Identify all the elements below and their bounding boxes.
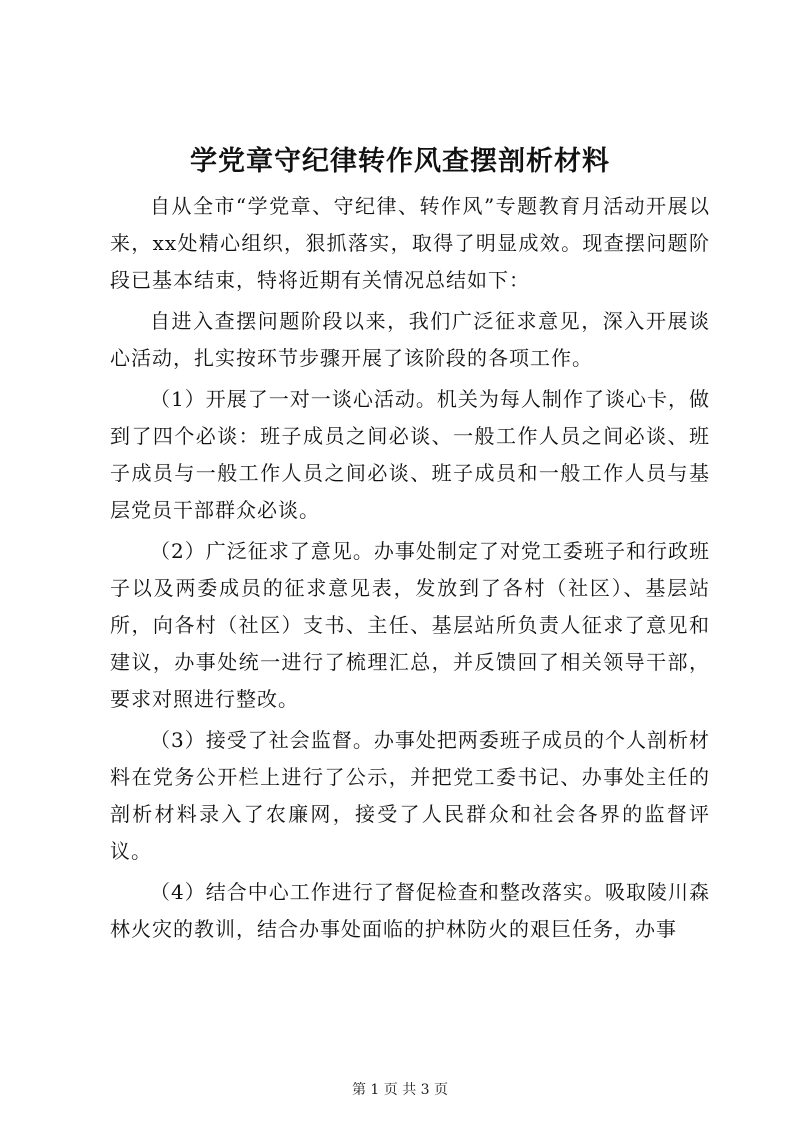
paragraph-overview: 自进入查摆问题阶段以来，我们广泛征求意见，深入开展谈心活动，扎实按环节步骤开展了该阶段的各项工作。 xyxy=(110,309,710,370)
paragraph-item-4: （4）结合中心工作进行了督促检查和整改落实。吸取陵川森林火灾的教训，结合办事处面临的护林防火的艰巨任务，办事 xyxy=(110,880,710,941)
paragraph-item-1: （1）开展了一对一谈心活动。机关为每人制作了谈心卡，做到了四个必谈：班子成员之间必谈、一般工作人员之间必谈、班子成员与一般工作人员之间必谈、班子成员和一般工作人员与基层党员干部群众必谈。 xyxy=(110,387,710,522)
paragraph-intro: 自从全市“学党章、守纪律、转作风”专题教育月活动开展以来，xx处精心组织，狠抓落实，取得了明显成效。现查摆问题阶段已基本结束，特将近期有关情况总结如下： xyxy=(110,194,710,292)
paragraph-item-3: （3）接受了社会监督。办事处把两委班子成员的个人剖析材料在党务公开栏上进行了公示，并把党工委书记、办事处主任的剖析材料录入了农廉网，接受了人民群众和社会各界的监督评议。 xyxy=(110,728,710,863)
document-title: 学党章守纪律转作风查摆剖析材料 xyxy=(190,146,610,177)
document-body xyxy=(110,188,710,952)
paragraph-item-2: （2）广泛征求了意见。办事处制定了对党工委班子和行政班子以及两委成员的征求意见表，发放到了各村（社区）、基层站所，向各村（社区）支书、主任、基层站所负责人征求了意见和建议，办事处统一进行了梳理汇总，并反馈回了相关领导干部，要求对照进行整改。 xyxy=(110,539,710,711)
page-number-footer: 第 1 页 共 3 页 xyxy=(351,1082,449,1098)
